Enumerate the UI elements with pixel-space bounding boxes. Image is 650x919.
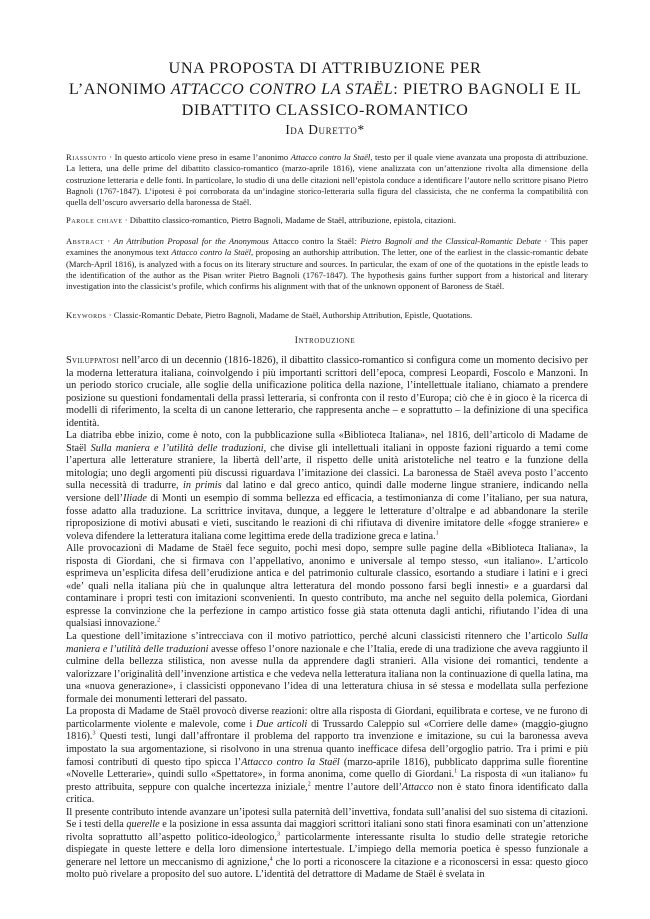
abstract-title-b: : Pietro Bagnoli and the Classical-Romantic Debate [354,236,541,246]
author-name [0,122,650,138]
paragraph-2 [66,430,588,543]
riassunto-italic: Attacco contro la Staël [290,152,371,162]
abstract-italic: Attacco contro la Staël [171,247,251,258]
paragraph-6-italic: querelle [126,819,160,831]
paragraph-6-note-2: 4 [269,856,273,863]
body-text [66,355,588,882]
title-line-1: UNA PROPOSTA DI ATTRIBUZIONE PER [168,59,482,77]
parole-chiave-sep: · [122,215,130,225]
abstract-text-b: , proposing an authorship attribution. The letter, one of the earliest in the classic-romantic debate (March-April 1816), is analyzed with a focus on its literary structure and sources. In particular, the exam of one of the quotations in the epistle leads to the identification of the author as the Pisan writer Pietro Bagnoli (1767-1847). The hypothesis gains further support from a historical and literary investigation into the classicist’s profile, which confirms his alignment with that of the unknown opponent of Baroness de Staël. [66,247,589,292]
abstract-text-a: · This paper examines the anonymous text [66,236,589,258]
paragraph-3 [66,543,588,631]
abstract-block [66,236,588,292]
paragraph-6-b: e la posizione in essa assunta dai maggiori scrittori italiani sono stati finora esaminati con un’attenzione rivolta soprattutto all’aspetto politico-ideologico, [66,819,588,843]
paragraph-2-b: , che divise gli intellettuali italiani in opposte fazioni riguardo a temi come l’apertura alle letterature straniere, la libertà dell’arte, il rispetto delle unità aristoteliche nel teatro e la funzione della mitologia; uno degli argomenti più discussi riguardava l’imitazione dei classici. La baronessa de Staël aveva posto l’accento sulla necessità di tradurre, [66,442,588,492]
title-line-2 [40,79,610,100]
paragraph-5-g: non è stato finora identificato dalla critica. [66,781,588,806]
paragraph-5-f: mentre l’autore dell’ [310,781,403,793]
paragraph-5-c: Questi testi, lungi dall’affrontare il problema del rapporto tra invenzione e imitazione, su cui la baronessa aveva impostato la sua argomentazione, si risolvono in una strenua quanto inefficace difesa dell’orgoglio patrio. Tra i primi e più famosi contributi di questo tipo spicca l’ [66,731,588,768]
title-line-3: DIBATTITO CLASSICO-ROMANTICO [181,101,469,119]
title-line-2-end: : PIETRO BAGNOLI E IL [393,80,582,98]
abstract-label: Abstract [66,236,104,246]
paragraph-4 [66,631,588,706]
paragraph-2-italic-2: in primis [182,480,222,492]
paragraph-5-italic-2: Attacco contro la Staël [241,756,340,768]
paragraph-2-c: dal latino e dal greco antico, quindi dalle moderne lingue straniere, indicando nella versione dell’ [66,480,589,505]
paragraph-5-note-2: 1 [454,768,458,775]
paragraph-1-text: nell’arco di un decennio (1816-1826), il dibattito classico-romantico si configura come un momento decisivo per la moderna letteratura italiana, coinvolgendo i più importanti scrittori dell’epoca, compresi Leopardi, Foscolo e Manzoni. In un periodo storico cruciale, alle soglie della unificazione politica della nazione, l’intellettuale italiano, chiamato a prendere posizione su questioni fondamentali della prassi letteraria, si confronta con il resto d’Europa; ciò che è in gioco è la ricerca di modelli di riferimento, la scelta di un canone letterario, che rappresenta anche – e soprattutto – la definizione di una specifica identità. [66,355,588,429]
abstract-title-a: An Attribution Proposal for the Anonymous [113,236,273,246]
parole-chiave-label: Parole chiave [66,215,123,225]
paragraph-6-note-1: 3 [276,831,280,838]
paragraph-5-note-1: 3 [92,731,96,737]
abstract-sep: · [103,236,114,246]
paragraph-2-a: La diatriba ebbe inizio, come è noto, con la pubblicazione sulla «Biblioteca Italiana», nel 1816, dell’articolo di Madame de Staël [66,430,588,454]
paragraph-5-italic-3: Attacco [402,781,434,793]
title-line-2-italic: ATTACCO CONTRO LA STAËL [170,80,394,98]
author-footnote-mark: * [357,122,365,137]
riassunto-text-b: , testo per il quale viene avanzata una proposta di attribuzione. La lettera, una delle prime del dibattito classico-romantico (marzo-aprile 1816), viene analizzata con un’attenzione rivolta alla dimensione della costruzione letteraria e delle fonti. In particolare, lo studio di una delle citazioni nell’epistola conduce a identificare l’autore nello scrittore pisano Pietro Bagnoli (1767-1847). L’ipotesi è poi corroborata da un’indagine storico-letteraria sulla figura del classicista, che ne conferma la compatibilità con quella dell’oscuro avversario della baronessa de Staël. [66,152,589,208]
paragraph-6 [66,807,588,882]
parole-chiave-block [66,215,588,226]
parole-chiave-text: Dibattito classico-romantico, Pietro Bagnoli, Madame de Staël, attribuzione, epistola, citazioni. [129,215,457,225]
paragraph-6-a: Il presente contributo intende avanzare un’ipotesi sulla paternità dell’invettiva, fondata sull’analisi del suo sistema di citazioni. Se i testi della [66,806,588,831]
paragraph-6-c: particolarmente interessante risulta lo studio delle strategie retoriche dispiegate in queste lettere e della loro dimensione intertestuale. L’impiego della memoria poetica è spesso funzionale a generare nel lettore un meccanismo di agnizione, [66,831,588,868]
author-text: Ida Duretto [285,122,358,137]
paragraph-5 [66,706,588,806]
paragraph-2-italic-1: Sulla maniera e l’utilità delle traduzioni [90,442,264,454]
riassunto-block [66,152,588,208]
riassunto-text-a: In questo articolo viene preso in esame l’anonimo [114,152,291,162]
riassunto-label: Riassunto [66,152,107,162]
paragraph-2-italic-3: Iliade [122,493,147,505]
paragraph-4-a: La questione dell’imitazione s’intrecciava con il motivo patriottico, perché alcuni classicisti ritennero che l’articolo [66,631,567,643]
keywords-text: Classic-Romantic Debate, Pietro Bagnoli, Madame de Staël, Authorship Attribution, Epistle, Quotations. [113,310,473,320]
article-title [40,58,610,121]
abstract-title-roman: Attacco contro la Staël [272,236,355,246]
title-line-2-start: L’ANONIMO [68,80,171,98]
paragraph-5-b: di Trussardo Caleppio sul «Corriere delle dame» (maggio-giugno 1816). [66,718,588,743]
keywords-block [66,310,588,321]
paragraph-2-note: 1 [435,530,439,537]
paragraph-5-note-3: 2 [307,781,311,788]
paragraph-6-d: che lo porti a riconoscere la citazione e a riconoscersi in essa: questo gioco molto può rivelare a proposito del suo autore. L’identità del detrattore di Madame de Staël è svelata in [66,856,588,881]
section-heading: Introduzione [294,336,356,346]
paragraph-3-note: 2 [157,618,161,625]
paragraph-1-lead: Sviluppatosi [66,355,119,366]
paragraph-5-e: La risposta di «un italiano» fu presto attribuita, seppure con qualche incertezza iniziale, [66,769,588,793]
paragraph-5-italic-1: Due articoli [256,718,308,730]
paragraph-5-a: La proposta di Madame de Staël provocò diverse reazioni: oltre alla risposta di Giordani, equilibrata e cortese, ve ne furono di particolarmente violente e malevole, come i [66,706,588,730]
keywords-sep: · [106,310,114,320]
keywords-label: Keywords [66,310,107,320]
paragraph-4-italic: Sulla maniera e l’utilità delle traduzioni [66,631,588,655]
paragraph-1 [66,355,588,430]
riassunto-sep: · [106,152,115,162]
paragraph-3-text: Alle provocazioni di Madame de Staël fece seguito, pochi mesi dopo, sempre sulle pagine della «Biblioteca Italiana», la risposta di Giordani, che si firmava con l’appellativo, anonimo e universale al tempo stesso, «un italiano». L’articolo esprimeva un’esplicita difesa dell’erudizione antica e del patrimonio culturale classico, esortando a studiare i latini e i greci «de’ quali nella italiana più che in qualunque altra letteratura del mondo possono farsi begli innesti» e a guardarsi dal contaminare i propri testi con imitazioni sconvenienti. In questo contributo, ma anche nel seguito della polemica, Giordani espresse la convinzione che la perfezione in campo artistico fosse già stata ottenuta dagli antichi, rifiutando l’idea di una qualsiasi innovazione. [66,543,588,630]
paragraph-5-d: (marzo-aprile 1816), pubblicato dapprima sulle fiorentine «Novelle Letterarie», quindi sullo «Spettatore», in forma anonima, come quello di Giordani. [66,756,588,781]
paragraph-2-d: di Monti un esempio di somma bellezza ed efficacia, a testimonianza di come l’italiano, per sua natura, fosse adatto alla traduzione. La scrittrice invitava, dunque, a leggere le letterature d’oltralpe e ad abbandonare la sterile riproposizione di motivi abusati e vieti, suscitando le reazioni di chi rifiutava di divenire imitatore delle «fogge straniere» e voleva difendere la letteratura italiana come legittima erede della tradizione greca e latina. [66,493,588,542]
paragraph-4-b: avesse offeso l’onore nazionale e che l’Italia, erede di una tradizione che aveva raggiunto il culmine della bellezza stilistica, non avesse nulla da apprendere dagli stranieri. Alla visione dei romantici, tendente a valorizzare l’originalità dell’invenzione artistica e che vedeva nella letteratura italiana non la continuazione di quella latina, ma una «nuova generazione», i classicisti opponevano l’idea di una letteratura chiusa in sé stessa e modellata sulla perfezione formale dei monumenti letterari del passato. [66,643,588,705]
